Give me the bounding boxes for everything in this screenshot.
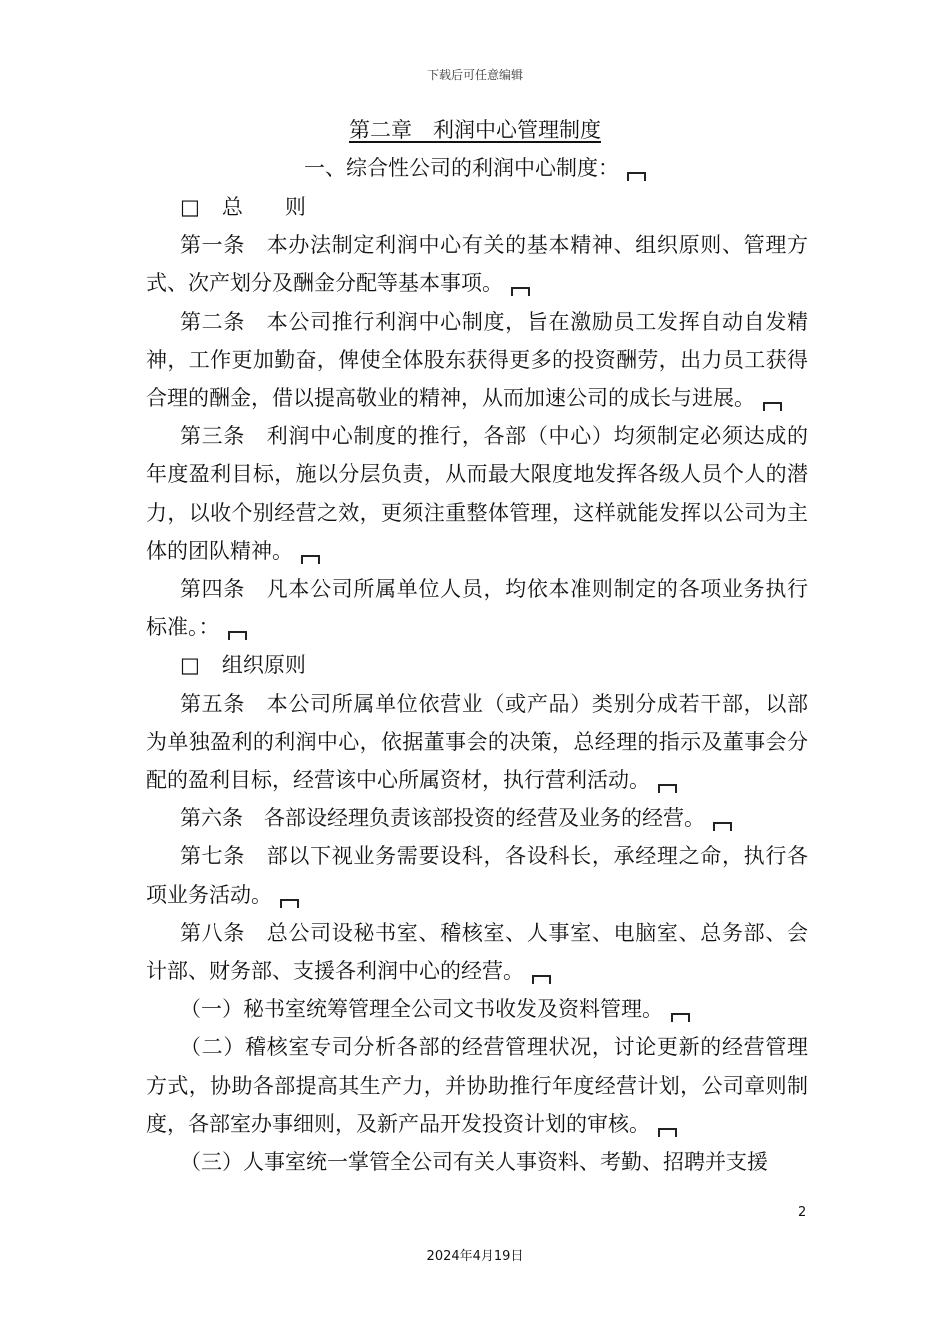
article-2: 第二条 本公司推行利润中心制度，旨在激励员工发挥自动自发精神，工作更加勤奋，俾使全体股东获得更多的投资酬劳，出力员工获得合理的酬金，借以提高敬业的精神，从而加速公司的成长与进展。 [146, 309, 808, 411]
section-title [0, 152, 950, 182]
header-note: 下载后可任意编辑 [426, 68, 523, 82]
article-6: 第六条 各部设经理负责该部投资的经营及业务的经营。 [146, 799, 808, 837]
item-3: （三）人事室统一掌管全公司有关人事资料、考勤、招聘并支援 [180, 1150, 768, 1175]
paragraph-mark-icon [627, 172, 646, 181]
document-body [146, 188, 808, 1181]
page-number: 2 [798, 1205, 807, 1220]
article-5: 第五条 本公司所属单位依营业（或产品）类别分成若干部，以部为单独盈利的利润中心，依据董事会的决策，总经理的指示及董事会分配的盈利目标，经营该中心所属资材，执行营利活动。 [146, 691, 808, 793]
paragraph-mark-icon [713, 822, 732, 831]
footer-date: 2024年4月19日 [426, 1249, 524, 1264]
article-4: 第四条 凡本公司所属单位人员，均依本准则制定的各项业务执行标准。： [146, 577, 808, 640]
paragraph-mark-icon [658, 1128, 677, 1137]
paragraph-mark-icon [228, 631, 247, 640]
heading-general [146, 188, 808, 226]
paragraph-mark-icon [658, 784, 677, 793]
paragraph-mark-icon [763, 402, 782, 411]
article-3: 第三条 利润中心制度的推行，各部（中心）均须制定必须达成的年度盈利目标，施以分层负责，从而最大限度地发挥各级人员个人的潜力，以收个别经营之效，更须注重整体管理，这样就能发挥以公司为主体的团队精神。 [146, 424, 808, 563]
paragraph-mark-icon [671, 1013, 690, 1022]
heading-general-label: 总 则 [221, 195, 306, 219]
paragraph-mark-icon [511, 287, 530, 296]
checkbox-glyph: □ [180, 195, 200, 219]
article-8: 第八条 总公司设秘书室、稽核室、人事室、电脑室、总务部、会计部、财务部、支援各利润中心的经营。 [146, 920, 808, 984]
paragraph-mark-icon [532, 975, 551, 984]
heading-organization [146, 646, 808, 684]
paragraph-mark-icon [301, 555, 320, 564]
checkbox-glyph: □ [180, 653, 200, 678]
article-7: 第七条 部以下视业务需要设科，各设科长，承经理之命，执行各项业务活动。 [146, 844, 808, 907]
article-1: 第一条 本办法制定利润中心有关的基本精神、组织原则、管理方式、次产划分及酬金分配等基本事项。 [146, 233, 808, 296]
chapter-title: 第二章 利润中心管理制度 [349, 118, 601, 142]
heading-organization-label: 组织原则 [221, 653, 306, 678]
paragraph-mark-icon [280, 899, 299, 908]
item-1: （一）秘书室统筹管理全公司文书收发及资料管理。 [146, 990, 808, 1028]
item-2: （二）稽核室专司分析各部的经营管理状况，讨论更新的经营管理方式，协助各部提高其生产力，并协助推行年度经营计划，公司章则制度，各部室办事细则，及新产品开发投资计划的审核。 [146, 1035, 808, 1136]
section-title-text: 一、综合性公司的利润中心制度： [304, 156, 619, 180]
